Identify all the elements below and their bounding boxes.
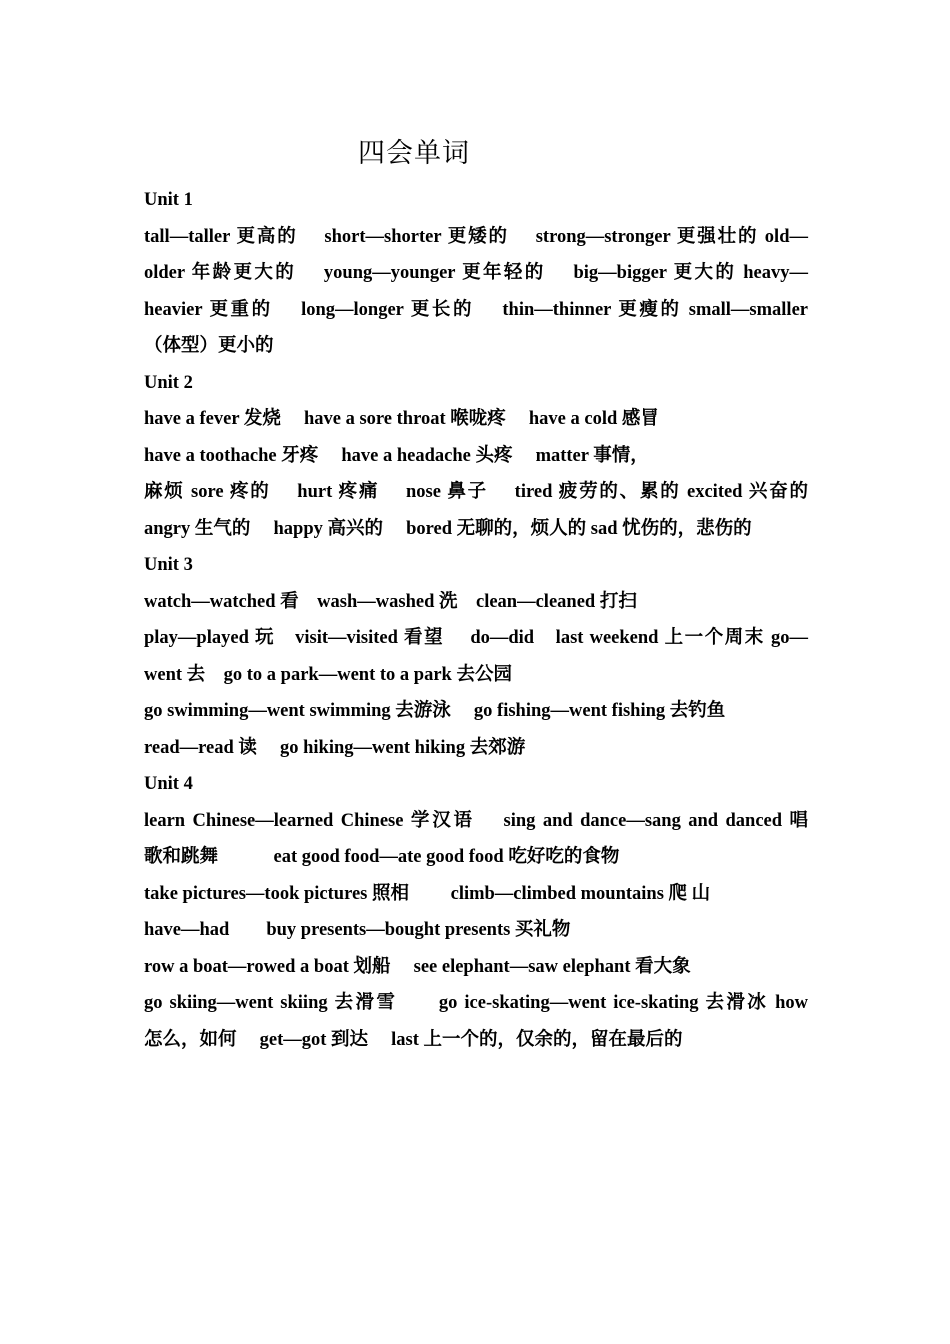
vocab-line: learn Chinese—learned Chinese 学汉语 sing and dance—sang and danced 唱: [144, 810, 808, 831]
vocab-line: tall—taller 更高的 short—shorter 更矮的 strong—stronger 更强壮的 old—: [144, 226, 808, 247]
unit-heading: Unit 4: [144, 774, 193, 794]
vocab-line: 歌和跳舞 eat good food—ate good food 吃好吃的食物: [144, 847, 620, 867]
vocab-line: have—had buy presents—bought presents 买礼物: [144, 920, 571, 940]
unit-heading: Unit 1: [144, 190, 193, 210]
vocab-line: watch—watched 看 wash—washed 洗 clean—cleaned 打扫: [144, 591, 637, 612]
vocab-line: play—played 玩 visit—visited 看望 do—did last weekend 上一个周末 go—: [144, 628, 808, 648]
vocab-line: go swimming—went swimming 去游泳 go fishing—went fishing 去钓鱼: [144, 701, 726, 721]
unit-heading: Unit 3: [144, 555, 193, 575]
vocabulary-content: [144, 182, 808, 1058]
vocab-line: （体型）更小的: [144, 336, 274, 356]
vocab-line: older 年龄更大的 young—younger 更年轻的 big—bigger 更大的 heavy—: [144, 263, 808, 283]
unit-section: [144, 547, 808, 766]
unit-heading: Unit 2: [144, 372, 193, 393]
unit-section: [144, 365, 808, 548]
page-title: 四会单词: [358, 138, 470, 169]
vocab-line: 麻烦 sore 疼的 hurt 疼痛 nose 鼻子 tired 疲劳的、累的 excited 兴奋的: [144, 482, 808, 502]
unit-section: [144, 766, 808, 1058]
vocab-line: go skiing—went skiing 去滑雪 go ice-skating—went ice-skating 去滑冰 how: [144, 993, 808, 1013]
vocab-line: 怎么，如何 get—got 到达 last 上一个的，仅余的，留在最后的: [144, 1029, 683, 1050]
vocab-line: take pictures—took pictures 照相 climb—climbed mountains 爬 山: [144, 883, 711, 904]
vocab-line: row a boat—rowed a boat 划船 see elephant—saw elephant 看大象: [144, 956, 691, 977]
vocab-line: read—read 读 go hiking—went hiking 去郊游: [144, 737, 526, 758]
vocab-line: have a fever 发烧 have a sore throat 喉咙疼 have a cold 感冒: [144, 409, 659, 429]
vocab-line: angry 生气的 happy 高兴的 bored 无聊的，烦人的 sad 忧伤的，悲伤的: [144, 518, 752, 539]
vocab-line: went 去 go to a park—went to a park 去公园: [144, 664, 512, 685]
vocab-line: have a toothache 牙疼 have a headache 头疼 matter 事情，: [144, 445, 649, 466]
unit-section: [144, 182, 808, 365]
vocab-line: heavier 更重的 long—longer 更长的 thin—thinner 更瘦的 small—smaller: [144, 299, 808, 320]
